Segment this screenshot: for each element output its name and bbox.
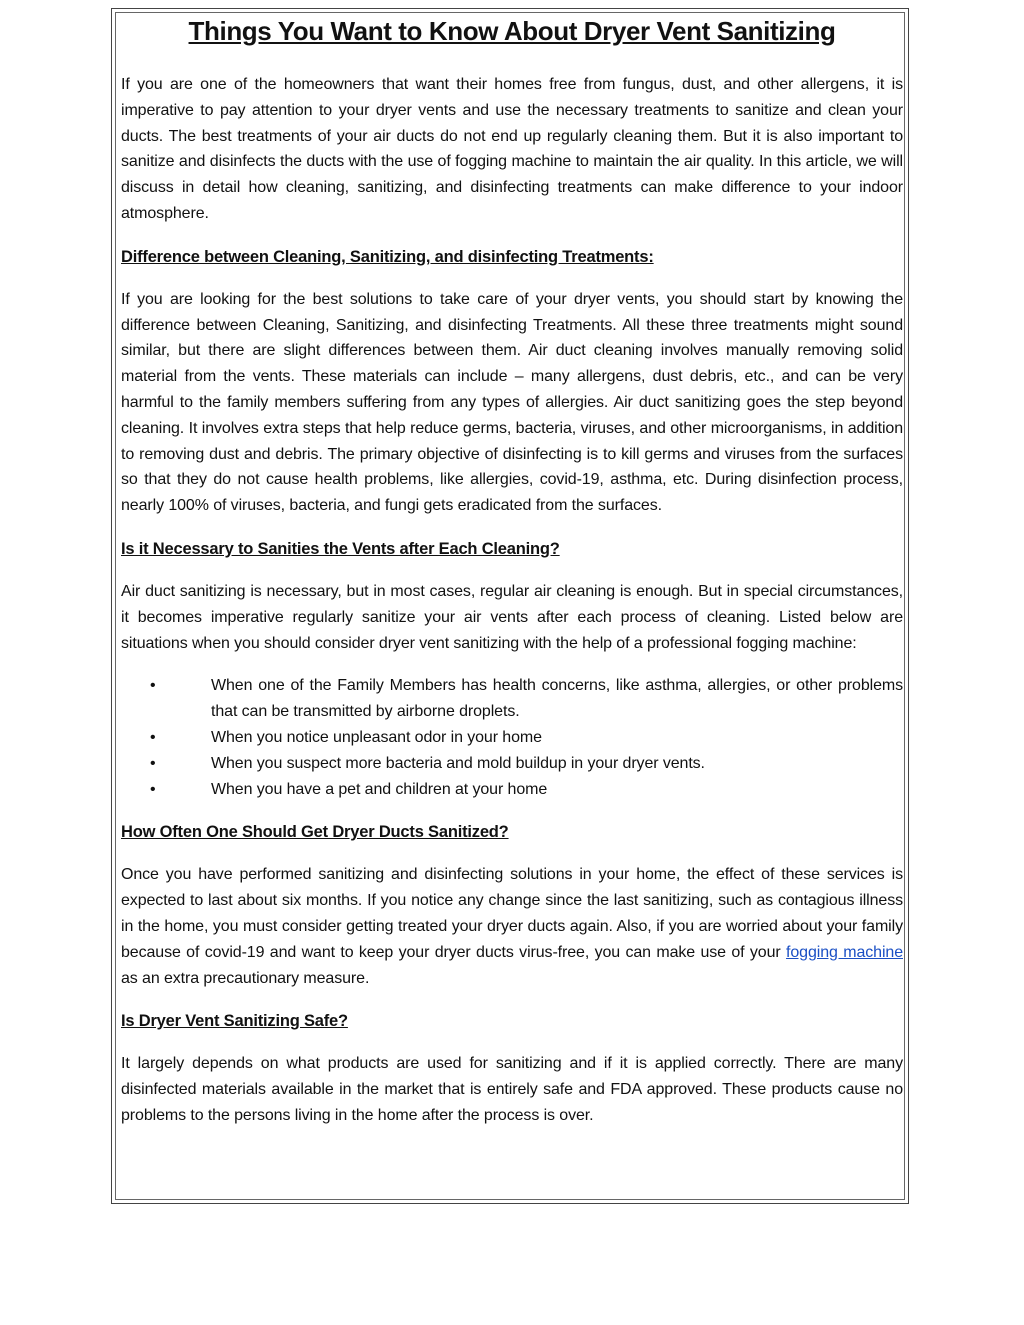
fogging-machine-link[interactable]: fogging machine bbox=[786, 943, 903, 961]
section-body-safe: It largely depends on what products are used for sanitizing and if it is applied correctly. There are many disinfected materials available in the market that is entirely safe and FDA approved. These products cause no problems to the persons living in the home after the process is over. bbox=[121, 1055, 903, 1124]
list-item-text: When one of the Family Members has health concerns, like asthma, allergies, or other problems that can be transmitted by airborne droplets. bbox=[211, 677, 903, 721]
list-item bbox=[121, 777, 903, 803]
situations-list bbox=[121, 673, 903, 802]
bullet-icon: • bbox=[150, 780, 156, 798]
list-item-text: When you suspect more bacteria and mold buildup in your dryer vents. bbox=[211, 754, 705, 772]
body-text-after-link: as an extra precautionary measure. bbox=[121, 969, 370, 987]
document-content bbox=[121, 14, 903, 1146]
bullet-icon: • bbox=[150, 754, 156, 772]
page-title: Things You Want to Know About Dryer Vent Sanitizing bbox=[188, 16, 836, 46]
bullet-icon: • bbox=[150, 728, 156, 746]
section-body-necessary: Air duct sanitizing is necessary, but in most cases, regular air cleaning is enough. But in special circumstances, it becomes imperative regularly sanitize your air vents after each process of cleaning. Listed below are situations when you should consider dryer vent sanitizing with the help of a professional fogging machine: bbox=[121, 582, 903, 652]
list-item-text: When you have a pet and children at your home bbox=[211, 780, 548, 798]
list-item-text: When you notice unpleasant odor in your home bbox=[211, 728, 542, 746]
bullet-icon: • bbox=[150, 677, 156, 695]
list-item bbox=[121, 725, 903, 751]
section-body-how-often bbox=[121, 862, 903, 991]
list-item bbox=[121, 673, 903, 725]
intro-paragraph: If you are one of the homeowners that want their homes free from fungus, dust, and other allergens, it is imperative to pay attention to your dryer vents and use the necessary treatments to sanitize and clean your ducts. The best treatments of your air ducts do not end up regularly cleaning them. But it is also important to sanitize and disinfects the ducts with the use of fogging machine to maintain the air quality. In this article, we will discuss in detail how cleaning, sanitizing, and disinfecting treatments can make difference to your indoor atmosphere. bbox=[121, 76, 903, 222]
section-heading-safe: Is Dryer Vent Sanitizing Safe? bbox=[121, 1012, 348, 1031]
list-item bbox=[121, 751, 903, 777]
section-body-difference: If you are looking for the best solutions to take care of your dryer vents, you should start by knowing the difference between Cleaning, Sanitizing, and disinfecting Treatments. All these three treatments might sound similar, but there are slight differences between them. Air duct cleaning involves manually removing solid material from the vents. These materials can include – many allergens, dust debris, etc., and can be very harmful to the family members suffering from any types of allergies. Air duct sanitizing goes the step beyond cleaning. It involves extra steps that help reduce germs, bacteria, viruses, and other microorganisms, in addition to removing dust and debris. The primary objective of disinfecting is to kill germs and viruses from the surfaces so that they do not cause health problems, like allergies, covid-19, asthma, etc. During disinfection process, nearly 100% of viruses, bacteria, and fungi gets eradicated from the surfaces. bbox=[121, 290, 903, 515]
section-heading-difference: Difference between Cleaning, Sanitizing, and disinfecting Treatments: bbox=[121, 247, 654, 266]
body-text-before-link: Once you have performed sanitizing and disinfecting solutions in your home, the effect of these services is expected to last about six months. If you notice any change since the last sanitizing, such as contagious illness in the home, you must consider getting treated your dryer ducts again. Also, if you are worried about your family because of covid-19 and want to keep your dryer ducts virus-free, you can make use of your bbox=[121, 866, 903, 961]
section-heading-how-often: How Often One Should Get Dryer Ducts Sanitized? bbox=[121, 823, 509, 842]
section-heading-necessary: Is it Necessary to Sanities the Vents after Each Cleaning? bbox=[121, 539, 560, 558]
